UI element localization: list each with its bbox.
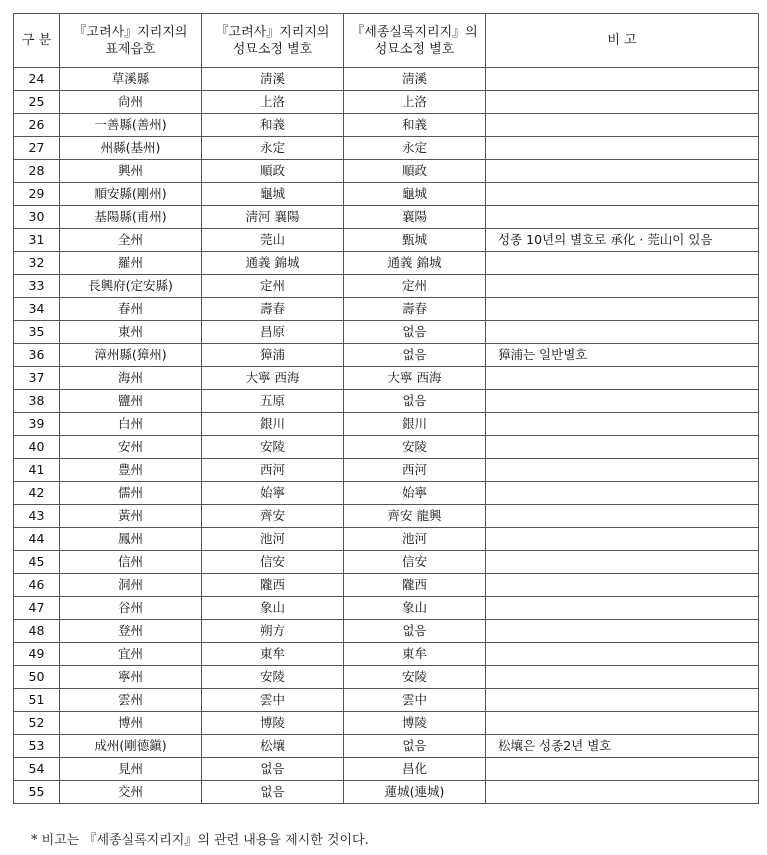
cell-sejong-alias: 通義 錦城 — [344, 252, 486, 275]
cell-sejong-alias: 甄城 — [344, 229, 486, 252]
cell-number: 43 — [14, 505, 60, 528]
cell-sejong-alias: 象山 — [344, 597, 486, 620]
cell-number: 41 — [14, 459, 60, 482]
cell-number: 48 — [14, 620, 60, 643]
cell-remarks — [486, 551, 759, 574]
cell-sejong-alias: 和義 — [344, 114, 486, 137]
cell-number: 35 — [14, 321, 60, 344]
table-row — [14, 666, 759, 689]
cell-number: 25 — [14, 91, 60, 114]
cell-remarks — [486, 390, 759, 413]
cell-goryeo-alias: 安陵 — [202, 666, 344, 689]
table-row — [14, 137, 759, 160]
comparison-table — [13, 13, 759, 804]
cell-remarks — [486, 275, 759, 298]
cell-number: 44 — [14, 528, 60, 551]
cell-sejong-alias: 上洛 — [344, 91, 486, 114]
cell-goryeo-alias: 通義 錦城 — [202, 252, 344, 275]
cell-goryeo-alias: 上洛 — [202, 91, 344, 114]
cell-title-town: 東州 — [60, 321, 202, 344]
table-row — [14, 643, 759, 666]
cell-remarks — [486, 160, 759, 183]
table-row — [14, 68, 759, 91]
table-row — [14, 413, 759, 436]
cell-title-town: 漳州縣(獐州) — [60, 344, 202, 367]
cell-goryeo-alias: 和義 — [202, 114, 344, 137]
cell-title-town: 豊州 — [60, 459, 202, 482]
cell-number: 24 — [14, 68, 60, 91]
cell-goryeo-alias: 象山 — [202, 597, 344, 620]
table-row — [14, 482, 759, 505]
table-body — [14, 68, 759, 804]
cell-title-town: 鹽州 — [60, 390, 202, 413]
cell-remarks — [486, 367, 759, 390]
cell-title-town: 春州 — [60, 298, 202, 321]
cell-goryeo-alias: 壽春 — [202, 298, 344, 321]
cell-sejong-alias: 始寧 — [344, 482, 486, 505]
cell-sejong-alias: 安陵 — [344, 666, 486, 689]
cell-sejong-alias: 없음 — [344, 620, 486, 643]
cell-remarks — [486, 689, 759, 712]
cell-sejong-alias: 銀川 — [344, 413, 486, 436]
cell-number: 40 — [14, 436, 60, 459]
cell-goryeo-alias: 雲中 — [202, 689, 344, 712]
cell-goryeo-alias: 隴西 — [202, 574, 344, 597]
cell-sejong-alias: 淸溪 — [344, 68, 486, 91]
cell-number: 31 — [14, 229, 60, 252]
cell-title-town: 尙州 — [60, 91, 202, 114]
cell-sejong-alias: 大寧 西海 — [344, 367, 486, 390]
cell-goryeo-alias: 西河 — [202, 459, 344, 482]
cell-remarks — [486, 643, 759, 666]
cell-title-town: 儒州 — [60, 482, 202, 505]
cell-number: 33 — [14, 275, 60, 298]
cell-goryeo-alias: 莞山 — [202, 229, 344, 252]
cell-sejong-alias: 齊安 龍興 — [344, 505, 486, 528]
cell-number: 34 — [14, 298, 60, 321]
table-row — [14, 551, 759, 574]
cell-goryeo-alias: 大寧 西海 — [202, 367, 344, 390]
cell-number: 28 — [14, 160, 60, 183]
table-row — [14, 91, 759, 114]
cell-goryeo-alias: 昌原 — [202, 321, 344, 344]
table-row — [14, 367, 759, 390]
cell-title-town: 長興府(定安縣) — [60, 275, 202, 298]
table-row — [14, 735, 759, 758]
table-row — [14, 574, 759, 597]
cell-remarks — [486, 91, 759, 114]
cell-sejong-alias: 없음 — [344, 390, 486, 413]
cell-sejong-alias: 蓮城(連城) — [344, 781, 486, 804]
table-row — [14, 114, 759, 137]
cell-number: 46 — [14, 574, 60, 597]
cell-number: 51 — [14, 689, 60, 712]
cell-title-town: 成州(剛德鎭) — [60, 735, 202, 758]
cell-remarks — [486, 183, 759, 206]
cell-title-town: 興州 — [60, 160, 202, 183]
cell-goryeo-alias: 永定 — [202, 137, 344, 160]
cell-sejong-alias: 없음 — [344, 344, 486, 367]
table-row — [14, 390, 759, 413]
cell-title-town: 羅州 — [60, 252, 202, 275]
cell-goryeo-alias: 安陵 — [202, 436, 344, 459]
cell-goryeo-alias: 없음 — [202, 781, 344, 804]
cell-goryeo-alias: 池河 — [202, 528, 344, 551]
cell-number: 55 — [14, 781, 60, 804]
cell-remarks — [486, 252, 759, 275]
table-row — [14, 344, 759, 367]
cell-sejong-alias: 없음 — [344, 321, 486, 344]
table-row — [14, 275, 759, 298]
cell-goryeo-alias: 獐浦 — [202, 344, 344, 367]
table-row — [14, 183, 759, 206]
cell-number: 53 — [14, 735, 60, 758]
cell-remarks — [486, 620, 759, 643]
cell-title-town: 一善縣(善州) — [60, 114, 202, 137]
cell-remarks — [486, 505, 759, 528]
header-gu: 구 분 — [14, 14, 60, 68]
cell-title-town: 博州 — [60, 712, 202, 735]
cell-title-town: 全州 — [60, 229, 202, 252]
cell-sejong-alias: 襄陽 — [344, 206, 486, 229]
cell-remarks — [486, 459, 759, 482]
cell-title-town: 洞州 — [60, 574, 202, 597]
table-row — [14, 505, 759, 528]
cell-title-town: 安州 — [60, 436, 202, 459]
cell-remarks — [486, 597, 759, 620]
cell-goryeo-alias: 없음 — [202, 758, 344, 781]
table-row — [14, 620, 759, 643]
cell-title-town: 谷州 — [60, 597, 202, 620]
cell-title-town: 海州 — [60, 367, 202, 390]
cell-sejong-alias: 永定 — [344, 137, 486, 160]
cell-title-town: 見州 — [60, 758, 202, 781]
table-row — [14, 689, 759, 712]
cell-number: 38 — [14, 390, 60, 413]
cell-remarks — [486, 528, 759, 551]
cell-goryeo-alias: 順政 — [202, 160, 344, 183]
table-row — [14, 758, 759, 781]
cell-remarks — [486, 712, 759, 735]
cell-sejong-alias: 定州 — [344, 275, 486, 298]
cell-remarks — [486, 68, 759, 91]
table-row — [14, 528, 759, 551]
cell-number: 45 — [14, 551, 60, 574]
header-remarks: 비 고 — [486, 14, 759, 68]
cell-number: 36 — [14, 344, 60, 367]
footnote: * 비고는 『세종실록지리지』의 관련 내용을 제시한 것이다. — [31, 833, 369, 848]
cell-goryeo-alias: 東牟 — [202, 643, 344, 666]
cell-goryeo-alias: 淸溪 — [202, 68, 344, 91]
cell-number: 27 — [14, 137, 60, 160]
cell-number: 42 — [14, 482, 60, 505]
cell-number: 26 — [14, 114, 60, 137]
cell-title-town: 登州 — [60, 620, 202, 643]
cell-goryeo-alias: 朔方 — [202, 620, 344, 643]
table-row — [14, 298, 759, 321]
cell-number: 29 — [14, 183, 60, 206]
table-row — [14, 321, 759, 344]
cell-remarks — [486, 114, 759, 137]
cell-number: 30 — [14, 206, 60, 229]
cell-number: 37 — [14, 367, 60, 390]
cell-sejong-alias: 信安 — [344, 551, 486, 574]
cell-number: 47 — [14, 597, 60, 620]
cell-title-town: 草溪縣 — [60, 68, 202, 91]
header-goryeo-alias-text: 『고려사』지리지의 성묘소정 별호 — [215, 24, 330, 57]
cell-title-town: 順安縣(剛州) — [60, 183, 202, 206]
cell-number: 50 — [14, 666, 60, 689]
cell-remarks — [486, 758, 759, 781]
cell-title-town: 白州 — [60, 413, 202, 436]
cell-number: 32 — [14, 252, 60, 275]
cell-goryeo-alias: 始寧 — [202, 482, 344, 505]
cell-number: 39 — [14, 413, 60, 436]
table-row — [14, 436, 759, 459]
cell-remarks — [486, 436, 759, 459]
cell-title-town: 基陽縣(甫州) — [60, 206, 202, 229]
table-row — [14, 229, 759, 252]
header-title-town — [60, 14, 202, 68]
cell-sejong-alias: 安陵 — [344, 436, 486, 459]
table-row — [14, 459, 759, 482]
cell-goryeo-alias: 齊安 — [202, 505, 344, 528]
cell-sejong-alias: 西河 — [344, 459, 486, 482]
header-title-town-text: 『고려사』지리지의 표제읍호 — [73, 24, 188, 57]
cell-remarks — [486, 321, 759, 344]
cell-title-town: 雲州 — [60, 689, 202, 712]
cell-remarks — [486, 781, 759, 804]
cell-sejong-alias: 順政 — [344, 160, 486, 183]
cell-number: 49 — [14, 643, 60, 666]
cell-goryeo-alias: 龜城 — [202, 183, 344, 206]
header-goryeo-alias — [202, 14, 344, 68]
cell-sejong-alias: 池河 — [344, 528, 486, 551]
cell-sejong-alias: 博陵 — [344, 712, 486, 735]
cell-title-town: 交州 — [60, 781, 202, 804]
table-row — [14, 160, 759, 183]
cell-remarks — [486, 137, 759, 160]
cell-title-town: 州縣(基州) — [60, 137, 202, 160]
cell-sejong-alias: 龜城 — [344, 183, 486, 206]
table-row — [14, 597, 759, 620]
cell-sejong-alias: 雲中 — [344, 689, 486, 712]
cell-remarks — [486, 298, 759, 321]
cell-goryeo-alias: 淸河 襄陽 — [202, 206, 344, 229]
cell-sejong-alias: 昌化 — [344, 758, 486, 781]
table-row — [14, 712, 759, 735]
cell-title-town: 宜州 — [60, 643, 202, 666]
cell-title-town: 信州 — [60, 551, 202, 574]
cell-goryeo-alias: 松壤 — [202, 735, 344, 758]
header-sejong-alias-text: 『세종실록지리지』의 성묘소정 별호 — [351, 24, 478, 57]
table-row — [14, 252, 759, 275]
cell-number: 52 — [14, 712, 60, 735]
cell-goryeo-alias: 博陵 — [202, 712, 344, 735]
cell-goryeo-alias: 五原 — [202, 390, 344, 413]
cell-remarks: 獐浦는 일반별호 — [486, 344, 759, 367]
cell-title-town: 鳳州 — [60, 528, 202, 551]
cell-title-town: 寧州 — [60, 666, 202, 689]
cell-remarks — [486, 574, 759, 597]
cell-sejong-alias: 壽春 — [344, 298, 486, 321]
cell-remarks — [486, 482, 759, 505]
cell-number: 54 — [14, 758, 60, 781]
header-sejong-alias — [344, 14, 486, 68]
cell-remarks — [486, 413, 759, 436]
cell-goryeo-alias: 銀川 — [202, 413, 344, 436]
cell-remarks — [486, 666, 759, 689]
table-header-row — [14, 14, 759, 68]
cell-remarks — [486, 206, 759, 229]
cell-sejong-alias: 東牟 — [344, 643, 486, 666]
cell-goryeo-alias: 信安 — [202, 551, 344, 574]
cell-sejong-alias: 隴西 — [344, 574, 486, 597]
table-row — [14, 781, 759, 804]
cell-sejong-alias: 없음 — [344, 735, 486, 758]
cell-remarks: 松壤은 성종2년 별호 — [486, 735, 759, 758]
table-row — [14, 206, 759, 229]
cell-remarks: 성종 10년의 별호로 承化 · 莞山이 있음 — [486, 229, 759, 252]
cell-goryeo-alias: 定州 — [202, 275, 344, 298]
cell-title-town: 黃州 — [60, 505, 202, 528]
